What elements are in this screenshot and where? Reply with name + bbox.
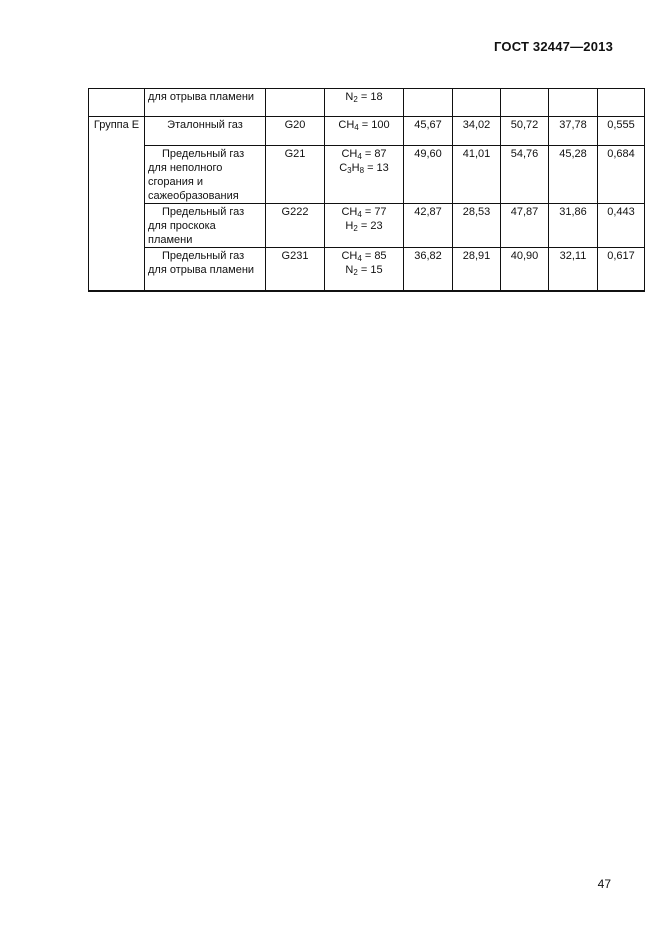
value-cell: 42,87 [404, 204, 453, 248]
value-cell [453, 89, 501, 117]
composition-cell: $CH_4 = 77$ $H_2 = 23$ [325, 204, 404, 248]
value-cell: 36,82 [404, 248, 453, 291]
gas-code-cell: G21 [266, 146, 325, 204]
gas-code-cell [266, 89, 325, 117]
description-cell: Предельный газ для отрыва пламени [145, 248, 266, 291]
value-cell [549, 89, 598, 117]
value-cell: 32,11 [549, 248, 598, 291]
table-row-continuation [89, 89, 645, 117]
value-cell: 45,28 [549, 146, 598, 204]
value-cell: 28,53 [453, 204, 501, 248]
gas-table [88, 88, 645, 292]
value-cell: 41,01 [453, 146, 501, 204]
document-header: ГОСТ 32447—2013 [494, 39, 613, 54]
value-cell: 28,91 [453, 248, 501, 291]
description-cell: Предельный газ для проскока пламени [145, 204, 266, 248]
group-label: Группа E [93, 119, 140, 131]
value-cell: 31,86 [549, 204, 598, 248]
value-cell: 47,87 [501, 204, 549, 248]
value-cell: 0,617 [598, 248, 645, 291]
composition-cell: $CH_4 = 85$ $N_2 = 15$ [325, 248, 404, 291]
value-cell: 0,555 [598, 117, 645, 146]
value-cell: 37,78 [549, 117, 598, 146]
value-cell: 54,76 [501, 146, 549, 204]
gas-code-cell: G231 [266, 248, 325, 291]
value-cell: 50,72 [501, 117, 549, 146]
table-row [89, 248, 645, 291]
gas-code-cell: G20 [266, 117, 325, 146]
composition-cell: $CH_4 = 87$ $C_3H_8 = 13$ [325, 146, 404, 204]
group-label-cell [89, 117, 145, 291]
value-cell: 40,90 [501, 248, 549, 291]
value-cell [501, 89, 549, 117]
composition-cell: $CH_4 = 100$ [325, 117, 404, 146]
value-cell [598, 89, 645, 117]
table-row [89, 117, 645, 146]
description-cell: Эталонный газ [145, 117, 266, 146]
description-cell: Предельный газ для неполного сгорания и сажеобразования [145, 146, 266, 204]
group-cell [89, 89, 145, 117]
description-cell: для отрыва пламени [145, 89, 266, 117]
value-cell: 45,67 [404, 117, 453, 146]
gas-code-cell: G222 [266, 204, 325, 248]
table-row [89, 204, 645, 248]
page-number: 47 [597, 877, 611, 891]
value-cell: 49,60 [404, 146, 453, 204]
table-row [89, 146, 645, 204]
value-cell: 0,443 [598, 204, 645, 248]
value-cell: 0,684 [598, 146, 645, 204]
composition-cell: $N_2 = 18$ [325, 89, 404, 117]
value-cell [404, 89, 453, 117]
value-cell: 34,02 [453, 117, 501, 146]
